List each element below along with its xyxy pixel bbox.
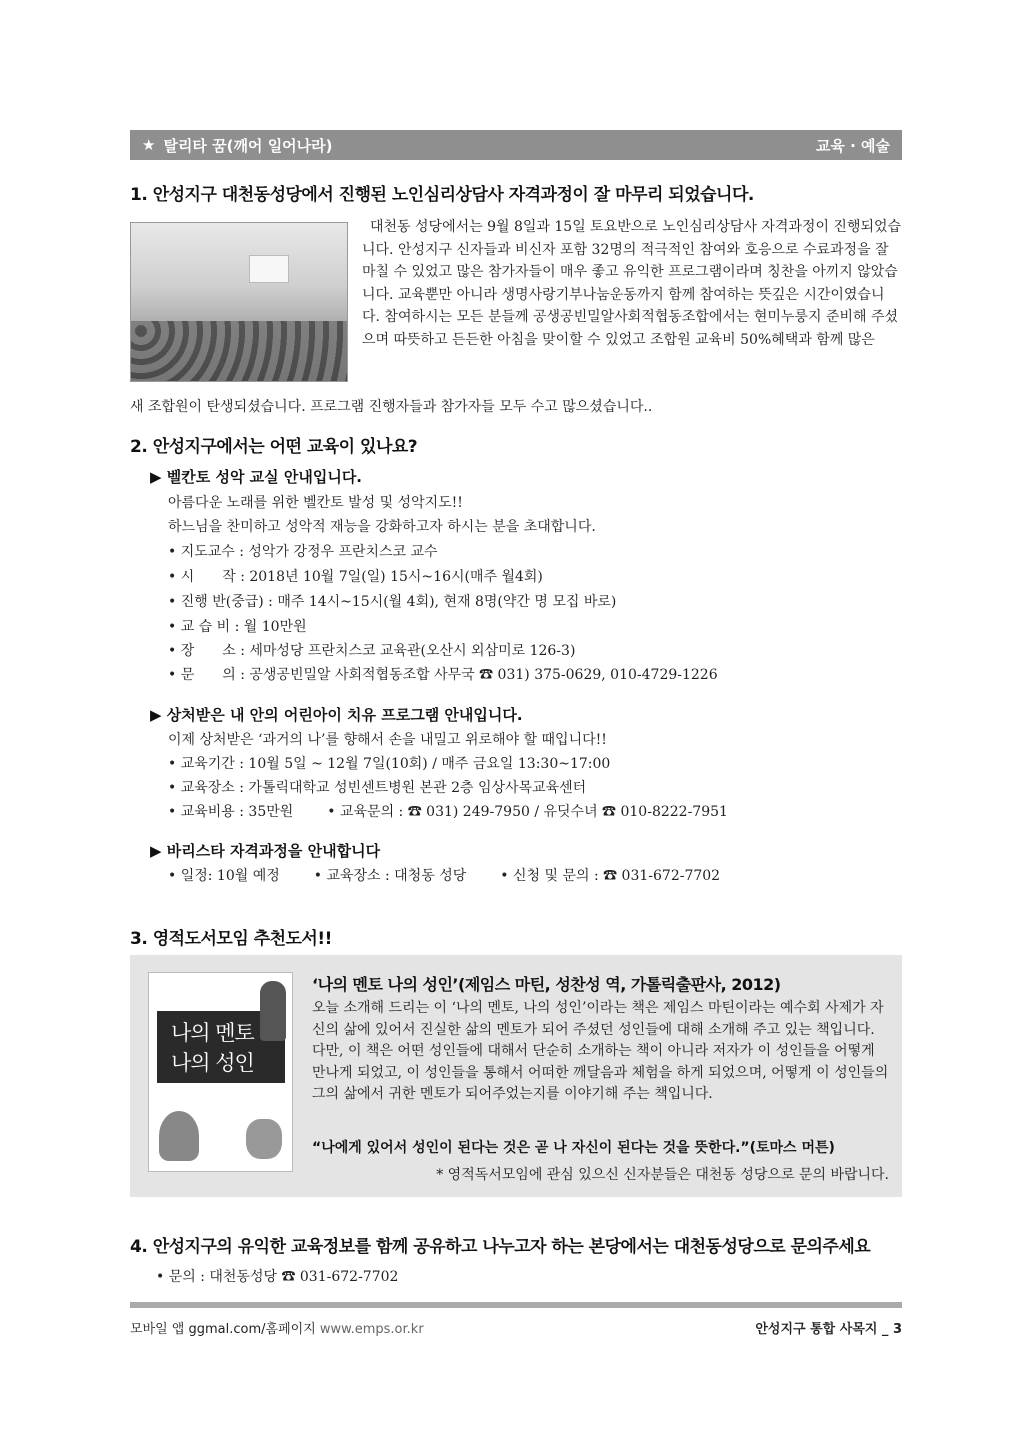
- program1-line: 하느님을 찬미하고 성악적 재능을 강화하고자 하시는 분을 초대합니다.: [168, 519, 596, 535]
- book-quote: “나에게 있어서 성인이 된다는 것은 곧 나 자신이 된다는 것을 뜻한다.”(토마스 머튼): [312, 1140, 835, 1156]
- saint-figure-icon: [246, 1119, 282, 1159]
- program1-heading: ▶ 벨칸토 성악 교실 안내입니다.: [150, 468, 363, 486]
- program3-place: • 교육장소 : 대청동 성당: [313, 868, 467, 884]
- program1-line: • 진행 반(중급) : 매주 14시~15시(월 4회), 현재 8명(약간 명 모집 바로): [168, 594, 617, 610]
- book-cover-title-line1: 나의 멘토: [171, 1021, 254, 1045]
- section-header-bar: [130, 130, 902, 160]
- header-category: 교육 · 예술: [815, 136, 890, 155]
- program3-row: [168, 865, 720, 885]
- footer: [130, 1318, 902, 1337]
- program2-inquiry: • 교육문의 : ☎ 031) 249-7950 / 유딧수녀 ☎ 010-8222-7951: [327, 804, 728, 820]
- book-title: ‘나의 멘토 나의 성인’(제임스 마틴, 성찬성 역, 가톨릭출판사, 2012): [312, 975, 781, 994]
- program1-line: 아름다운 노래를 위한 벨칸토 발성 및 성악지도!!: [168, 495, 463, 511]
- program3-heading: ▶ 바리스타 자격과정을 안내합니다: [150, 842, 381, 860]
- seminar-photo: [130, 222, 348, 382]
- section2-title: 2. 안성지구에서는 어떤 교육이 있나요?: [130, 437, 418, 457]
- saint-figure-icon: [260, 981, 286, 1041]
- program1-line: • 교 습 비 : 월 10만원: [168, 619, 307, 635]
- book-note: * 영적독서모임에 관심 있으신 신자분들은 대천동 성당으로 문의 바랍니다.: [436, 1167, 889, 1183]
- section4-inquiry: • 문의 : 대천동성당 ☎ 031-672-7702: [156, 1269, 399, 1285]
- footer-app-label: 모바일 앱 ggmal.com/홈페이지: [130, 1322, 316, 1337]
- program2-line: • 교육장소 : 가톨릭대학교 성빈센트병원 본관 2층 임상사목교육센터: [168, 780, 587, 796]
- program1-line: • 장 소 : 세마성당 프란치스코 교육관(오산시 외삼미로 126-3): [168, 643, 576, 659]
- header-left: [142, 135, 333, 156]
- star-icon: ★: [142, 136, 156, 154]
- program2-heading: ▶ 상처받은 내 안의 어린아이 치유 프로그램 안내입니다.: [150, 706, 523, 724]
- section4-title: 4. 안성지구의 유익한 교육정보를 함께 공유하고 나누고자 하는 본당에서는 대천동성당으로 문의주세요: [130, 1237, 871, 1257]
- header-title: 탈리타 꿈(깨어 일어나라): [163, 136, 333, 155]
- footer-page-label: 안성지구 통합 사목지 _ 3: [755, 1322, 902, 1337]
- section1-paragraph: 대천동 성당에서는 9월 8일과 15일 토요반으로 노인심리상담사 자격과정이 진행되었습니다. 안성지구 신자들과 비신자 포함 32명의 적극적인 참여와 호응으로 수료과정을 잘 마칠 수 있었고 많은 참가자들이 매우 좋고 유익한 프로그램이라며 칭찬을 아끼지 않았습니다. 교육뿐만 아니라 생명사랑기부나눔운동까지 함께 참여하는 뜻깊은 시간이였습니다. 참여하시는 모든 분들께 공생공빈밀알사회적협동조합에서는 현미누룽지 준비해 주셨으며 따뜻하고 든든한 아침을 맞이할 수 있었고 조합원 교육비 50%혜택과 함께 많은: [362, 219, 902, 348]
- section1-last-line: 새 조합원이 탄생되셨습니다. 프로그램 진행자들과 참가자들 모두 수고 많으셨습니다..: [130, 399, 653, 415]
- projector-screen-icon: [249, 255, 289, 283]
- program1-line: • 지도교수 : 성악가 강정우 프란치스코 교수: [168, 544, 438, 560]
- program2-cost-row: [168, 801, 728, 821]
- book-cover-title-line2: 나의 성인: [171, 1051, 254, 1075]
- section1-title: 1. 안성지구 대천동성당에서 진행된 노인심리상담사 자격과정이 잘 마무리 되었습니다.: [130, 185, 754, 205]
- audience-image: [131, 321, 347, 381]
- section3-title: 3. 영적도서모임 추천도서!!: [130, 929, 332, 949]
- program1-line: • 시 작 : 2018년 10월 7일(일) 15시~16시(매주 월4회): [168, 569, 543, 585]
- program2-cost: • 교육비용 : 35만원: [168, 804, 294, 820]
- footer-left: [130, 1318, 424, 1337]
- program2-line: 이제 상처받은 ‘과거의 나’를 향해서 손을 내밀고 위로해야 할 때입니다!!: [168, 732, 607, 748]
- book-cover-image: [148, 972, 293, 1172]
- saint-figure-icon: [159, 1111, 199, 1161]
- program3-inquiry: • 신청 및 문의 : ☎ 031-672-7702: [500, 868, 721, 884]
- footer-divider: [130, 1302, 902, 1308]
- footer-homepage-link[interactable]: www.emps.or.kr: [319, 1322, 424, 1337]
- book-description: 오늘 소개해 드리는 이 ‘나의 멘토, 나의 성인’이라는 책은 제임스 마틴이라는 예수회 사제가 자신의 삶에 있어서 진실한 삶의 멘토가 되어 주셨던 성인들에 대해 소개해 주고 있는 책입니다. 다만, 이 책은 어떤 성인들에 대해서 단순히 소개하는 책이 아니라 저자가 이 성인들을 어떻게 만나게 되었고, 이 성인들을 통해서 어떠한 깨달음과 체험을 하게 되었으며, 어떻게 이 성인들의 그의 삶에서 귀한 멘토가 되어주었는지를 이야기해 주는 책입니다.: [312, 1000, 889, 1102]
- program1-line: • 문 의 : 공생공빈밀알 사회적협동조합 사무국 ☎ 031) 375-0629, 010-4729-1226: [168, 667, 718, 683]
- program2-line: • 교육기간 : 10월 5일 ~ 12월 7일(10회) / 매주 금요일 13:30~17:00: [168, 756, 611, 772]
- program3-schedule: • 일정: 10월 예정: [168, 868, 280, 884]
